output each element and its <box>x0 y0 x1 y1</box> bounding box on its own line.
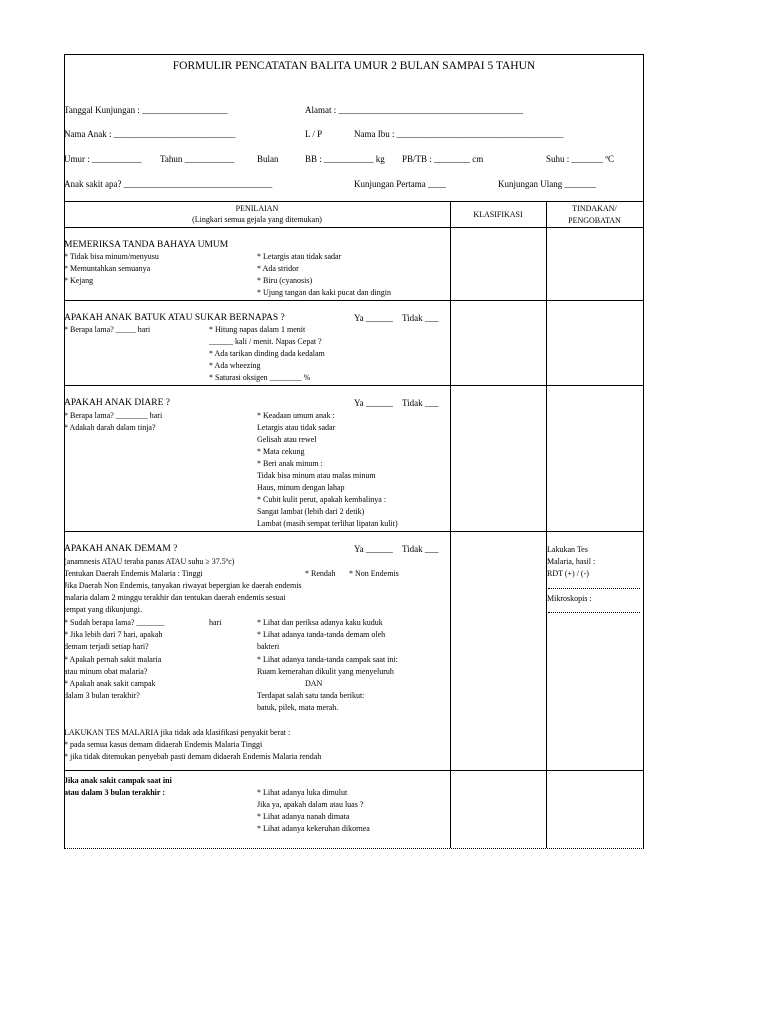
campak-right-item: * Lihat adanya kekeruhan dikornea <box>257 824 370 833</box>
section-divider-4 <box>64 770 644 771</box>
non-endemis-option: * Non Endemis <box>349 569 399 578</box>
bahaya-right-item: * Biru (cyanosis) <box>257 276 313 285</box>
diare-right-item: Gelisah atau rewel <box>257 435 317 444</box>
diare-right-item: Sangat lambat (lebih dari 2 detik) <box>257 507 365 516</box>
diare-right-item: Lambat (masih sempat terlihat lipatan kulit) <box>257 519 398 528</box>
table-top-line <box>64 201 644 202</box>
campak-left-text: Jika anak sakit campak saat ini <box>64 776 172 785</box>
demam-right-item: * Lihat adanya tanda-tanda demam oleh <box>257 630 386 639</box>
tes-malaria-item: * pada semua kasus demam didaerah Endemis Malaria Tinggi <box>64 740 263 749</box>
demam-ya-field: Ya ______ <box>354 544 393 554</box>
non-endemis-text: Jika Daerah Non Endemis, tanyakan riwayat bepergian ke daerah endemis <box>64 581 302 590</box>
demam-right-item: bakteri <box>257 642 280 651</box>
pbtb-field: PB/TB : ________ cm <box>402 154 484 164</box>
demam-right-item: * Lihat dan periksa adanya kaku kuduk <box>257 618 383 627</box>
bahaya-left-item: * Memuntahkan semuanya <box>64 264 151 273</box>
tindakan-rdt-result: RDT (+) / (-) <box>547 569 589 578</box>
batuk-right-item: ______ kali / menit. Napas Cepat ? <box>209 337 322 346</box>
campak-right-item: Jika ya, apakah dalam atau luas ? <box>257 800 364 809</box>
demam-right-item: Ruam kemerahan dikulit yang menyeluruh <box>257 667 394 676</box>
demam-anamnesis-text: (anamnesis ATAU teraba panas ATAU suhu ≥ 37.5ºc) <box>64 557 235 566</box>
batuk-tidak-field: Tidak ___ <box>402 313 439 323</box>
demam-left-item: * Jika lebih dari 7 hari, apakah <box>64 630 163 639</box>
demam-left-item: demam terjadi setiap hari? <box>64 642 149 651</box>
form-border-bottom <box>64 848 644 849</box>
bahaya-right-item: * Ujung tangan dan kaki pucat dan dingin <box>257 288 391 297</box>
diare-ya-field: Ya ______ <box>354 398 393 408</box>
tes-malaria-item: * jika tidak ditemukan penyebab pasti demam didaerah Endemis Malaria rendah <box>64 752 322 761</box>
campak-right-item: * Lihat adanya nanah dimata <box>257 812 350 821</box>
tindakan-rdt-blank <box>548 588 640 589</box>
diare-section-title: APAKAH ANAK DIARE ? <box>64 398 170 408</box>
non-endemis-text: tempat yang dikunjungi. <box>64 605 142 614</box>
demam-right-item: * Lihat adanya tanda-tanda campak saat ini: <box>257 655 398 664</box>
section-divider-2 <box>64 385 644 386</box>
penilaian-subheader: (Lingkari semua gejala yang ditemukan) <box>192 215 322 224</box>
demam-left-item: dalam 3 bulan terakhir? <box>64 691 140 700</box>
suhu-field: Suhu : _______ ºC <box>546 154 615 164</box>
bahaya-section-title: MEMERIKSA TANDA BAHAYA UMUM <box>64 240 229 250</box>
non-endemis-text: malaria dalam 2 minggu terakhir dan tentukan daerah endemis sesuai <box>64 593 286 602</box>
diare-tidak-field: Tidak ___ <box>402 398 439 408</box>
section-divider-3 <box>64 531 644 532</box>
bulan-label: Bulan <box>257 154 279 164</box>
diare-right-item: Haus, minum dengan lahap <box>257 483 345 492</box>
tindakan-malaria-hasil: Malaria, hasil : <box>547 557 596 566</box>
campak-left-text: atau dalam 3 bulan terakhir : <box>64 788 165 797</box>
demam-right-item: Terdapat salah satu tanda berikut: <box>257 691 365 700</box>
tindakan-mikroskopis: Mikroskopis : <box>547 594 592 603</box>
tes-malaria-heading: LAKUKAN TES MALARIA jika tidak ada klasifikasi penyakit berat : <box>64 728 291 737</box>
demam-right-item: DAN <box>305 679 323 688</box>
demam-left-item: atau minum obat malaria? <box>64 667 148 676</box>
gender-lp-field: L / P <box>305 129 323 139</box>
batuk-right-item: * Ada wheezing <box>209 361 261 370</box>
campak-right-item: * Lihat adanya luka dimulut <box>257 788 348 797</box>
bahaya-right-item: * Letargis atau tidak sadar <box>257 252 342 261</box>
batuk-ya-field: Ya ______ <box>354 313 393 323</box>
bb-field: BB : ___________ kg <box>305 154 385 164</box>
tanggal-kunjungan-field: Tanggal Kunjungan : ___________________ <box>64 105 228 115</box>
bahaya-right-item: * Ada stridor <box>257 264 299 273</box>
klasifikasi-column-divider <box>450 201 451 848</box>
demam-duration-question: * Sudah berapa lama? _______ <box>64 618 165 627</box>
form-border-top <box>64 54 644 55</box>
umur-field: Umur : ___________ <box>64 154 142 164</box>
diare-right-item: * Mata cekung <box>257 447 305 456</box>
batuk-right-item: * Saturasi oksigen ________ % <box>209 373 311 382</box>
bahaya-left-item: * Tidak bisa minum/menyusu <box>64 252 159 261</box>
diare-right-item: * Keadaan umum anak : <box>257 411 335 420</box>
batuk-right-item: * Ada tarikan dinding dada kedalam <box>209 349 325 358</box>
section-divider-1 <box>64 300 644 301</box>
demam-left-item: * Apakah anak sakit campak <box>64 679 156 688</box>
demam-right-item: batuk, pilek, mata merah. <box>257 703 339 712</box>
kunjungan-ulang-field: Kunjungan Ulang _______ <box>498 179 596 189</box>
demam-tidak-field: Tidak ___ <box>402 544 439 554</box>
tindakan-tes-label: Lakukan Tes <box>547 545 588 554</box>
penilaian-header: PENILAIAN <box>235 204 279 213</box>
diare-left-item: * Berapa lama? ________ hari <box>64 411 163 420</box>
endemis-rendah-option: * Rendah <box>305 569 336 578</box>
bahaya-left-item: * Kejang <box>64 276 94 285</box>
kunjungan-pertama-field: Kunjungan Pertama ____ <box>354 179 446 189</box>
tindakan-header-line1: TINDAKAN/ <box>572 204 617 213</box>
nama-anak-field: Nama Anak : ___________________________ <box>64 129 236 139</box>
tahun-field: Tahun ___________ <box>160 154 235 164</box>
klasifikasi-header: KLASIFIKASI <box>473 210 523 219</box>
batuk-left-item: * Berapa lama? _____ hari <box>64 325 151 334</box>
tindakan-header-line2: PENGOBATAN <box>568 216 621 225</box>
demam-hari-label: hari <box>209 618 222 627</box>
nama-ibu-field: Nama Ibu : _____________________________________ <box>354 129 564 139</box>
diare-right-item: * Beri anak minum : <box>257 459 323 468</box>
diare-right-item: Letargis atau tidak sadar <box>257 423 336 432</box>
batuk-section-title: APAKAH ANAK BATUK ATAU SUKAR BERNAPAS ? <box>64 313 285 323</box>
demam-section-title: APAKAH ANAK DEMAM ? <box>64 544 178 554</box>
table-header-line <box>64 227 644 228</box>
form-border-right <box>643 54 644 849</box>
anak-sakit-field: Anak sakit apa? _________________________________ <box>64 179 273 189</box>
form-title: FORMULIR PENCATATAN BALITA UMUR 2 BULAN SAMPAI 5 TAHUN <box>172 60 536 72</box>
diare-right-item: * Cubit kulit perut, apakah kembalinya : <box>257 495 387 504</box>
demam-left-item: * Apakah pernah sakit malaria <box>64 655 162 664</box>
diare-right-item: Tidak bisa minum atau malas minum <box>257 471 376 480</box>
endemis-malaria-text: Tentukan Daerah Endemis Malaria : Tinggi <box>64 569 203 578</box>
tindakan-column-divider <box>546 201 547 848</box>
diare-left-item: * Adakah darah dalam tinja? <box>64 423 156 432</box>
batuk-right-item: * Hitung napas dalam 1 menit <box>209 325 306 334</box>
tindakan-mikroskopis-blank <box>548 612 640 613</box>
alamat-field: Alamat : _________________________________________ <box>305 105 523 115</box>
